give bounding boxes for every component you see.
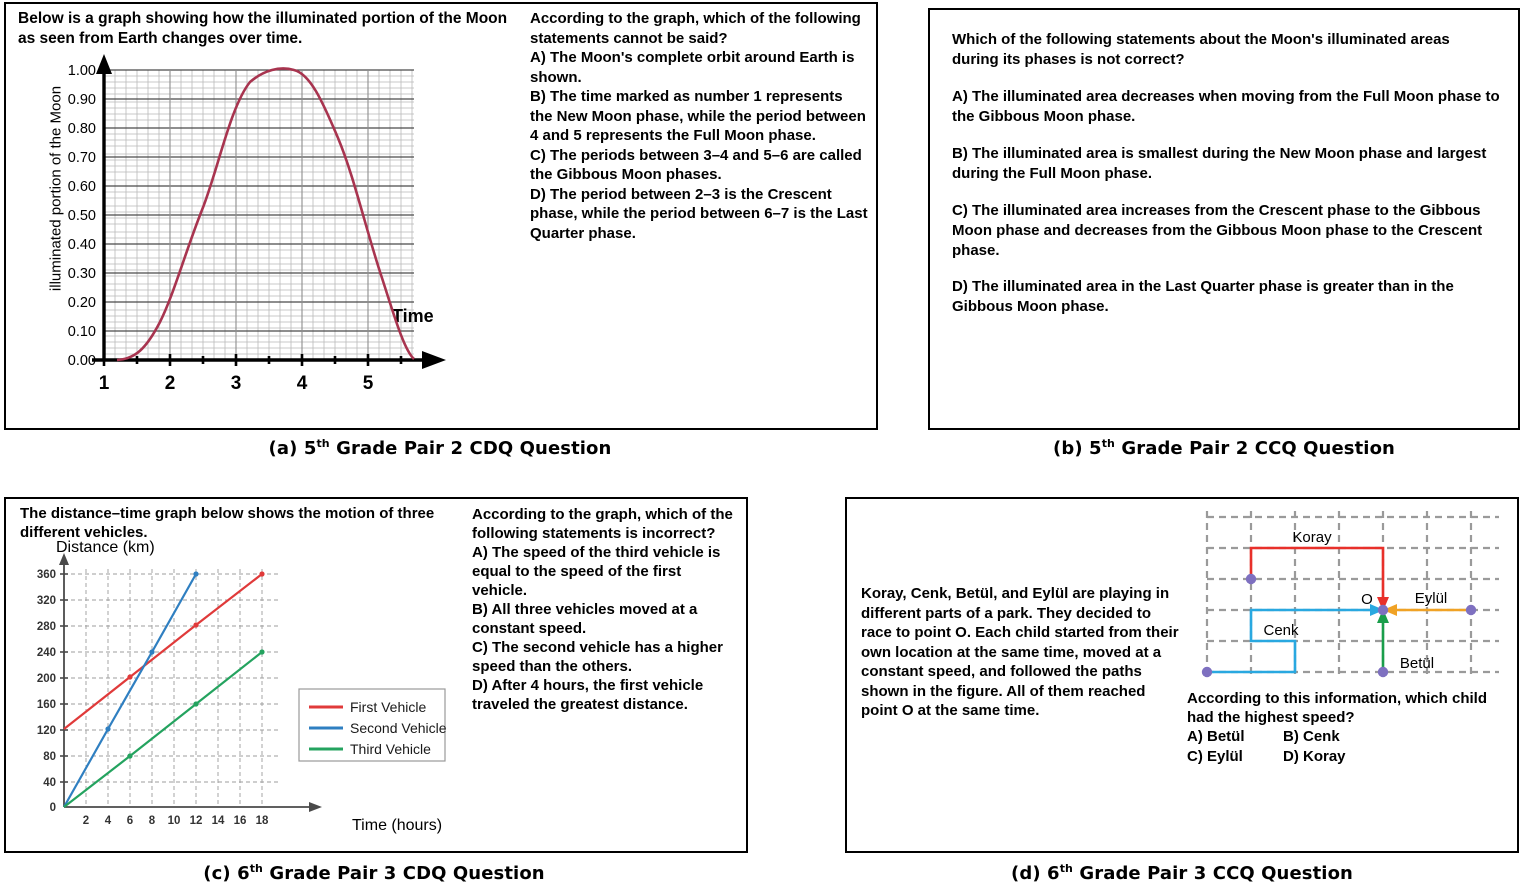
legend-label-first: First Vehicle xyxy=(350,699,427,715)
panel-b-choice-c: C) The illuminated area increases from the Crescent phase to the Gibbous Moon phase and decreases from the Gibbous Moon phase to the Crescent phase. xyxy=(952,201,1483,259)
panel-c-choice-c: C) The second vehicle has a higher speed than the others. xyxy=(472,639,723,676)
distance-time-chart-title: Distance (km) xyxy=(56,539,155,556)
moon-chart-ylabel: illuminated portion of the Moon xyxy=(47,85,65,292)
panel-c-stem: The distance–time graph below shows the motion of three different vehicles. xyxy=(20,505,435,541)
caption-panel-c: (c) 6th Grade Pair 3 CDQ Question xyxy=(203,862,545,884)
panel-b-choice-a: A) The illuminated area decreases when moving from the Full Moon phase to the Gibbous Moon phase. xyxy=(952,87,1500,125)
svg-text:0.40: 0.40 xyxy=(67,237,96,253)
svg-text:0.70: 0.70 xyxy=(67,150,96,166)
panel-d-option-d[interactable]: D) Koray xyxy=(1283,747,1346,765)
panel-d-stem: Koray, Cenk, Betül, and Eylül are playing in different parts of a park. They decided to race to point O. Each child started from their own location at the same time, moved at a constant speed, and followed the paths shown in the figure. All of them reached point O at the same time. xyxy=(861,585,1179,719)
label-betul: Betül xyxy=(1399,655,1435,672)
legend-label-second: Second Vehicle xyxy=(350,720,447,736)
panel-d-options-row-2 xyxy=(1187,747,1512,766)
panel-a-choice-c: C) The periods between 3–4 and 5–6 are called the Gibbous Moon phases. xyxy=(530,146,862,183)
series-third-vehicle xyxy=(64,649,265,807)
svg-text:0.60: 0.60 xyxy=(67,179,96,195)
panel-d-option-c[interactable]: C) Eylül xyxy=(1187,747,1243,765)
distance-time-chart-xlabel: Time (hours) xyxy=(352,817,443,834)
svg-text:12: 12 xyxy=(189,815,203,827)
point-o-marker xyxy=(1378,605,1388,615)
panel-b-choice-d: D) The illuminated area in the Last Quarter phase is greater than in the Gibbous Moon phase. xyxy=(952,278,1454,316)
svg-text:10: 10 xyxy=(167,815,181,827)
panel-d-ccq xyxy=(845,497,1519,853)
svg-text:3: 3 xyxy=(230,373,242,394)
panel-b-choice-b: B) The illuminated area is smallest during the New Moon phase and largest during the Full Moon phase. xyxy=(952,144,1487,182)
svg-text:200: 200 xyxy=(36,673,56,685)
panel-b-ccq xyxy=(928,8,1520,430)
caption-panel-d: (d) 6th Grade Pair 3 CCQ Question xyxy=(1011,862,1353,884)
moon-chart-xlabel: Time xyxy=(392,306,434,326)
svg-text:2: 2 xyxy=(164,373,176,394)
svg-text:0.30: 0.30 xyxy=(67,266,96,282)
caption-panel-a: (a) 5th Grade Pair 2 CDQ Question xyxy=(268,437,612,459)
svg-text:40: 40 xyxy=(43,777,56,789)
panel-d-option-a[interactable]: A) Betül xyxy=(1187,728,1245,746)
svg-text:1.00: 1.00 xyxy=(67,63,96,79)
panel-a-stem: Below is a graph showing how the illuminated portion of the Moon as seen from Earth changes over time. xyxy=(18,10,508,47)
panel-a-choices xyxy=(530,9,868,243)
panel-d-options-row-1 xyxy=(1187,727,1512,746)
series-first-vehicle xyxy=(64,571,265,729)
label-cenk: Cenk xyxy=(1263,622,1299,639)
panel-c-choice-d: D) After 4 hours, the first vehicle traveled the greatest distance. xyxy=(472,677,704,714)
caption-panel-b: (b) 5th Grade Pair 2 CCQ Question xyxy=(1053,437,1395,459)
distance-time-legend xyxy=(299,689,447,761)
moon-chart-svg xyxy=(22,60,462,420)
panel-d-question: According to this information, which child had the highest speed? xyxy=(1187,690,1487,727)
panel-b-question: Which of the following statements about the Moon's illuminated areas during its phases is not correct? xyxy=(952,31,1450,68)
svg-text:18: 18 xyxy=(255,815,269,827)
panel-d-option-b[interactable]: B) Cenk xyxy=(1283,728,1340,746)
distance-time-chart xyxy=(16,539,466,844)
panel-a-choice-a: A) The Moon's complete orbit around Earth is shown. xyxy=(530,49,855,86)
svg-text:0.90: 0.90 xyxy=(67,92,96,108)
svg-text:0.10: 0.10 xyxy=(67,324,96,340)
svg-text:0.20: 0.20 xyxy=(67,295,96,311)
panel-c-question: According to the graph, which of the following statements is incorrect? xyxy=(472,506,733,543)
svg-text:4: 4 xyxy=(104,815,112,827)
svg-text:5: 5 xyxy=(362,373,374,394)
svg-text:16: 16 xyxy=(233,815,247,827)
panel-c-choice-b: B) All three vehicles moved at a constant speed. xyxy=(472,601,698,638)
svg-text:0.00: 0.00 xyxy=(67,353,96,369)
svg-text:14: 14 xyxy=(211,815,225,827)
panel-a-choice-d: D) The period between 2–3 is the Crescent phase, while the period between 6–7 is the Last Quarter phase. xyxy=(530,185,868,242)
distance-time-svg xyxy=(16,539,466,844)
panel-a-question: According to the graph, which of the following statements cannot be said? xyxy=(530,10,861,47)
svg-text:0.50: 0.50 xyxy=(67,208,96,224)
series-second-vehicle xyxy=(64,571,199,807)
svg-text:80: 80 xyxy=(43,751,56,763)
svg-text:240: 240 xyxy=(36,647,56,659)
legend-label-third: Third Vehicle xyxy=(350,741,431,757)
park-diagram xyxy=(1199,507,1511,687)
panel-c-choice-a: A) The speed of the third vehicle is equal to the speed of the first vehicle. xyxy=(472,544,721,600)
park-diagram-svg xyxy=(1199,507,1511,689)
panel-d-question-block xyxy=(1187,689,1512,766)
panel-c-choices xyxy=(472,505,740,715)
panel-a-choice-b: B) The time marked as number 1 represents the New Moon phase, while the period between 4 and 5 represents the Full Moon phase. xyxy=(530,88,866,144)
svg-text:4: 4 xyxy=(296,373,308,394)
panel-a-cdq xyxy=(4,2,878,430)
moon-illumination-chart xyxy=(22,60,462,420)
svg-text:0: 0 xyxy=(49,802,56,814)
svg-text:2: 2 xyxy=(82,815,90,827)
svg-text:0.80: 0.80 xyxy=(67,121,96,137)
svg-text:1: 1 xyxy=(98,373,110,394)
svg-text:120: 120 xyxy=(36,725,56,737)
panel-b-body xyxy=(952,30,1500,334)
svg-text:6: 6 xyxy=(126,815,134,827)
svg-text:360: 360 xyxy=(36,569,56,581)
panel-c-cdq xyxy=(4,497,748,853)
label-koray: Koray xyxy=(1292,529,1332,546)
svg-text:160: 160 xyxy=(36,699,56,711)
label-point-o: O xyxy=(1361,591,1373,608)
svg-text:320: 320 xyxy=(36,595,56,607)
svg-text:8: 8 xyxy=(148,815,156,827)
label-eylul: Eylül xyxy=(1414,590,1448,607)
svg-text:280: 280 xyxy=(36,621,56,633)
